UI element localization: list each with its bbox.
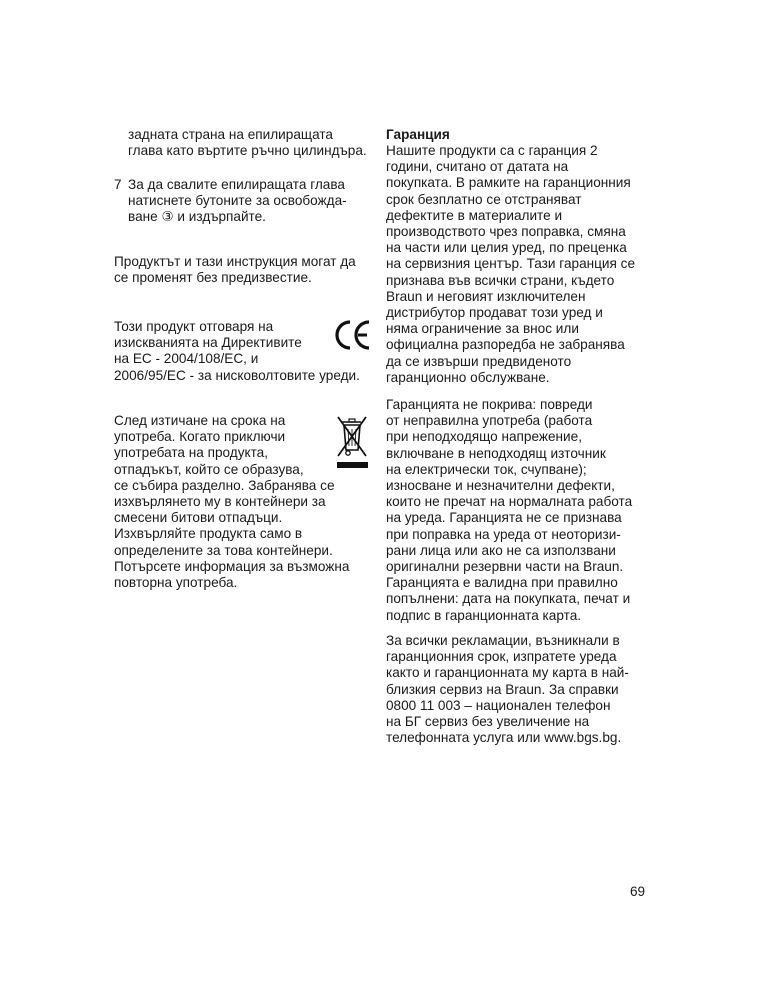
text-line: както и гаранционната му карта в най- [386,665,629,681]
text-line: изхвърлянето му в контейнери за [114,494,326,510]
crossed-out-wheelie-bin-icon [333,413,373,471]
text-line: при неподходящо напрежение, [386,429,582,445]
ce-mark-icon [331,318,373,352]
text-line: глава като въртите ръчно цилиндъра. [128,143,367,159]
text-line: на ЕС - 2004/108/EC, и [114,351,259,367]
text-line: износване и незначителни дефекти, [386,478,615,494]
change-notice [114,254,356,286]
text-line: на електрически ток, счупване); [386,461,587,477]
text-line: гаранционно обслужване. [386,369,550,385]
text-line: Изхвърляйте продукта само в [114,526,303,542]
text-line: се променят без предизвестие. [114,270,312,286]
text-line: при поправка на уреда от неоторизи- [386,526,621,542]
text-line: изискванията на Директивите [114,335,302,351]
text-line: употребата на продукта, [114,445,269,461]
text-line: на уреда. Гаранцията не се признава [386,510,622,526]
text-line: определените за това контейнери. [114,542,333,558]
text-line: Продуктът и тази инструкция могат да [114,254,356,269]
text-line: Braun и неговият изключителен [386,288,586,304]
warranty-heading: Гаранция [386,127,450,142]
text-line: близкия сервиз на Braun. За справки [386,681,619,697]
text-line: на БГ сервиз без увеличение на [386,714,590,730]
text-line: години, считано от датата на [386,159,569,175]
text-line: които не пречат на нормалната работа [386,494,633,510]
text-line: Гаранцията не покрива: повреди [386,397,593,412]
text-line: Потърсете информация за възможна [114,558,350,574]
warranty-text [386,143,635,386]
disposal-text [114,413,349,591]
text-line: повторна употреба. [114,575,238,591]
text-line: от неправилна употреба (работа [386,413,593,429]
text-line: смесени битови отпадъци. [114,510,283,526]
text-line: гаранционния срок, изпратете уреда [386,649,617,665]
text-line: За всички рекламации, възникнали в [386,633,620,648]
page-number: 69 [630,884,646,899]
text-line: официална разпоредба не забранява [386,337,625,353]
text-line: на сервизния център. Тази гаранция се [386,256,636,272]
text-line: признава във всички страни, където [386,272,615,288]
text-line: употреба. Когато приключи [114,429,286,445]
text-line: Гаранцията е валидна при правилно [386,575,618,591]
warranty-claims [386,633,629,746]
step-7-number: 7 [114,177,122,192]
text-line: натиснете бутоните за освобожда- [128,193,347,209]
warranty-exclusions [386,397,632,624]
text-line: Нашите продукти са с гаранция 2 [386,143,598,158]
text-line: телефонната услуга или www.bgs.bg. [386,730,622,746]
text-line: Този продукт отговаря на [114,319,274,334]
step-7-text [128,177,347,226]
text-line: да се извърши предвиденото [386,353,572,369]
text-line: 0800 11 003 – национален телефон [386,697,611,713]
text-line: 2006/95/EC - за нисковолтовите уреди. [114,367,360,383]
text-line: дефектите в материалите и [386,207,563,223]
text-line: оригинални резервни части на Braun. [386,559,624,575]
directive-text [114,319,360,384]
text-line: срок безплатно се отстраняват [386,191,582,207]
text-line: дистрибутор продават този уред и [386,305,603,321]
text-line: След изтичане на срока на [114,413,286,428]
text-line: на части или целия уред, по преценка [386,240,627,256]
text-line: производството чрез поправка, смяна [386,224,626,240]
text-line: попълнени: дата на покупката, печат и [386,591,631,607]
text-line: няма ограничение за внос или [386,321,579,337]
text-line: се събира разделно. Забранява се [114,477,335,493]
text-line: подпис в гаранционната карта. [386,607,582,623]
text-line: отпадъкът, който се образува, [114,461,304,477]
text-line: За да свалите епилиращата глава [128,177,345,192]
continuation-text [128,127,367,159]
text-line: рани лица или ако не са използвани [386,542,616,558]
text-line: задната страна на епилиращата [128,127,333,142]
text-line: покупката. В рамките на гаранционния [386,175,631,191]
text-line: включване в неподходящ източник [386,445,606,461]
text-line: ване ③ и издърпайте. [128,209,266,225]
